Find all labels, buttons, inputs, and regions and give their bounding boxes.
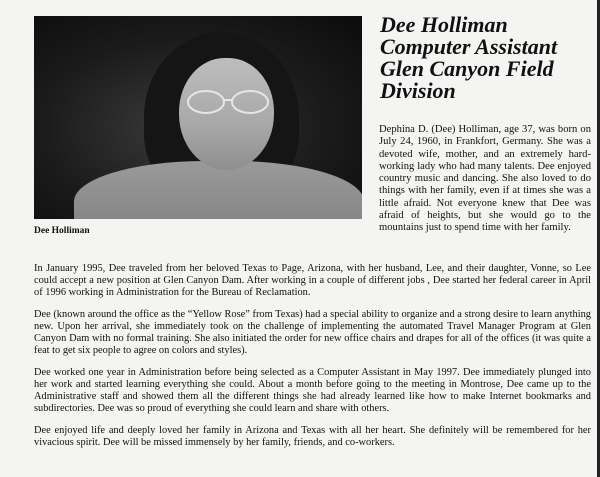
portrait-photo	[34, 16, 362, 219]
title-division-line2: Division	[380, 78, 456, 103]
title-position: Computer Assistant	[380, 34, 558, 59]
title-division-line1: Glen Canyon Field	[380, 56, 554, 81]
photo-shirt-shape	[74, 161, 362, 219]
bio-paragraph: Dephina D. (Dee) Holliman, age 37, was born on July 24, 1960, in Frankfort, Germany. She was a devoted wife, mother, and an extremely hard-working lady who had many talents. Dee enjoyed country music and dancing. She also loved to do things with her family, even if at times she was a little afraid. Not everyone knew that Dee was afraid of heights, but she would go to the mountains just to spend time with her family.	[379, 124, 591, 234]
paragraph-3: Dee worked one year in Administration before being selected as a Computer Assistant in May 1997. Dee immediately plunged into her work and started learning everything she could. About a month before going to the meeting in Montrose, Dee came up to the Administrative staff and showed them all the different things she had already learned like how to make Internet bookmarks and subdirectories. Dee was so proud of everything she could learn and share with others.	[34, 366, 591, 414]
page-title	[380, 14, 590, 102]
eyeglasses-icon	[184, 88, 272, 116]
paragraph-4: Dee enjoyed life and deeply loved her family in Arizona and Texas with all her heart. She definitely will be remembered for her vivacious spirit. Dee will be missed immensely by her family, friends, and co-workers.	[34, 424, 591, 448]
article-body	[34, 263, 591, 458]
paragraph-1: In January 1995, Dee traveled from her beloved Texas to Page, Arizona, with her husband, Lee, and their daughter, Vonne, so Lee could accept a new position at Glen Canyon Dam. After working in a couple of different jobs , Dee started her federal career in April of 1996 working in Administration for the Bureau of Reclamation.	[34, 263, 591, 299]
photo-caption: Dee Holliman	[34, 226, 90, 236]
title-name: Dee Holliman	[380, 12, 508, 37]
paragraph-2: Dee (known around the office as the “Yellow Rose” from Texas) had a special ability to organize and a strong desire to learn anything new. Upon her arrival, she immediately took on the challenge of implementing the automated Travel Manager Program at Glen Canyon Dam with no formal training. She also initiated the order for new office chairs and drapes for all of the offices (it was quite a feat to get six people to agree on colors and styles).	[34, 308, 591, 357]
